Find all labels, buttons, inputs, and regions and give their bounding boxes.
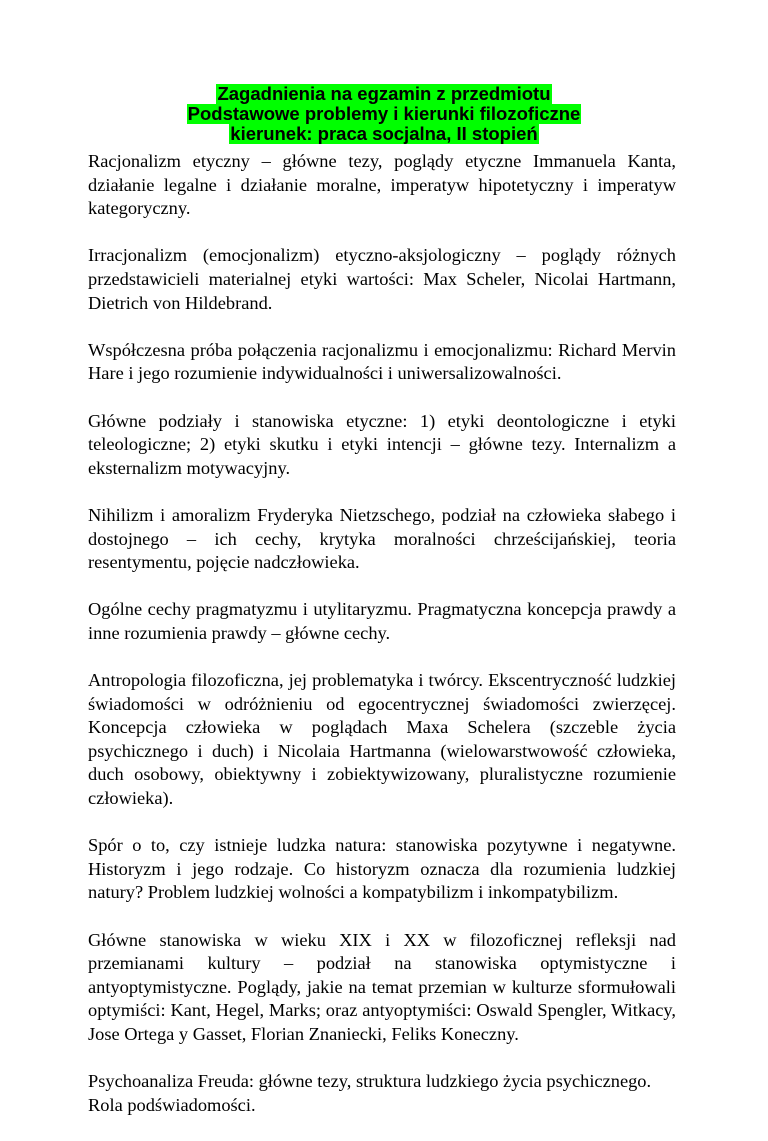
topic-paragraph-5: Nihilizm i amoralizm Fryderyka Nietzschego, podział na człowieka słabego i dostojnego – ich cechy, krytyka moralności chrześcijańskiej, teoria resentymentu, pojęcie nadczłowieka. — [88, 504, 676, 573]
title-line-2: Podstawowe problemy i kierunki filozoficzne — [187, 103, 581, 124]
topic-paragraph-6: Ogólne cechy pragmatyzmu i utylitaryzmu. Pragmatyczna koncepcja prawdy a inne rozumienia prawdy – główne cechy. — [88, 599, 676, 643]
title-line-1: Zagadnienia na egzamin z przedmiotu — [217, 83, 551, 104]
topic-paragraph-2: Irracjonalizm (emocjonalizm) etyczno-aksjologiczny – poglądy różnych przedstawicieli materialnej etyki wartości: Max Scheler, Nicolai Hartmann, Dietrich von Hildebrand. — [88, 245, 676, 313]
title-line-3: kierunek: praca socjalna, II stopień — [230, 123, 538, 144]
topic-paragraph-7: Antropologia filozoficzna, jej problematyka i twórcy. Ekscentryczność ludzkiej świadomości w odróżnieniu od egocentrycznej świadomości zwierzęcej. Koncepcja człowieka w poglądach Maxa Schelera (szczeble życia psychicznego i duch) i Nicolaia Hartmanna (wielowarstwowość człowieka, duch osobowy, obiektywny i zobiektywizowany, pluralistyczne rozumienie człowieka). — [88, 670, 676, 809]
topics-list — [88, 150, 676, 1141]
topic-paragraph-4: Główne podziały i stanowiska etyczne: 1) etyki deontologiczne i etyki teleologiczne; 2) etyki skutku i etyki intencji – główne tezy. Internalizm a eksternalizm motywacyjny. — [88, 410, 676, 478]
document-title — [0, 84, 768, 144]
topic-paragraph-9: Główne stanowiska w wieku XIX i XX w filozoficznej refleksji nad przemianami kultury – podział na stanowiska optymistyczne i antyoptymistyczne. Poglądy, jakie na temat przemian w kulturze sformułowali optymiści: Kant, Hegel, Marks; oraz antyoptymiści: Oswald Spengler, Witkacy, Jose Ortega y Gasset, Florian Znaniecki, Feliks Koneczny. — [88, 929, 676, 1044]
topic-paragraph-8: Spór o to, czy istnieje ludzka natura: stanowiska pozytywne i negatywne. Historyzm i jego rodzaje. Co historyzm oznacza dla rozumienia ludzkiej natury? Problem ludzkiej wolności a kompatybilizm i inkompatybilizm. — [88, 835, 676, 903]
topic-paragraph-10: Psychoanaliza Freuda: główne tezy, struktura ludzkiego życia psychicznego. Rola podświadomości. — [88, 1071, 652, 1115]
topic-paragraph-1: Racjonalizm etyczny – główne tezy, poglądy etyczne Immanuela Kanta, działanie legalne i działanie moralne, imperatyw hipotetyczny i imperatyw kategoryczny. — [88, 151, 676, 219]
topic-paragraph-3: Współczesna próba połączenia racjonalizmu i emocjonalizmu: Richard Mervin Hare i jego rozumienie indywidualności i uniwersalizowalności. — [88, 339, 676, 384]
